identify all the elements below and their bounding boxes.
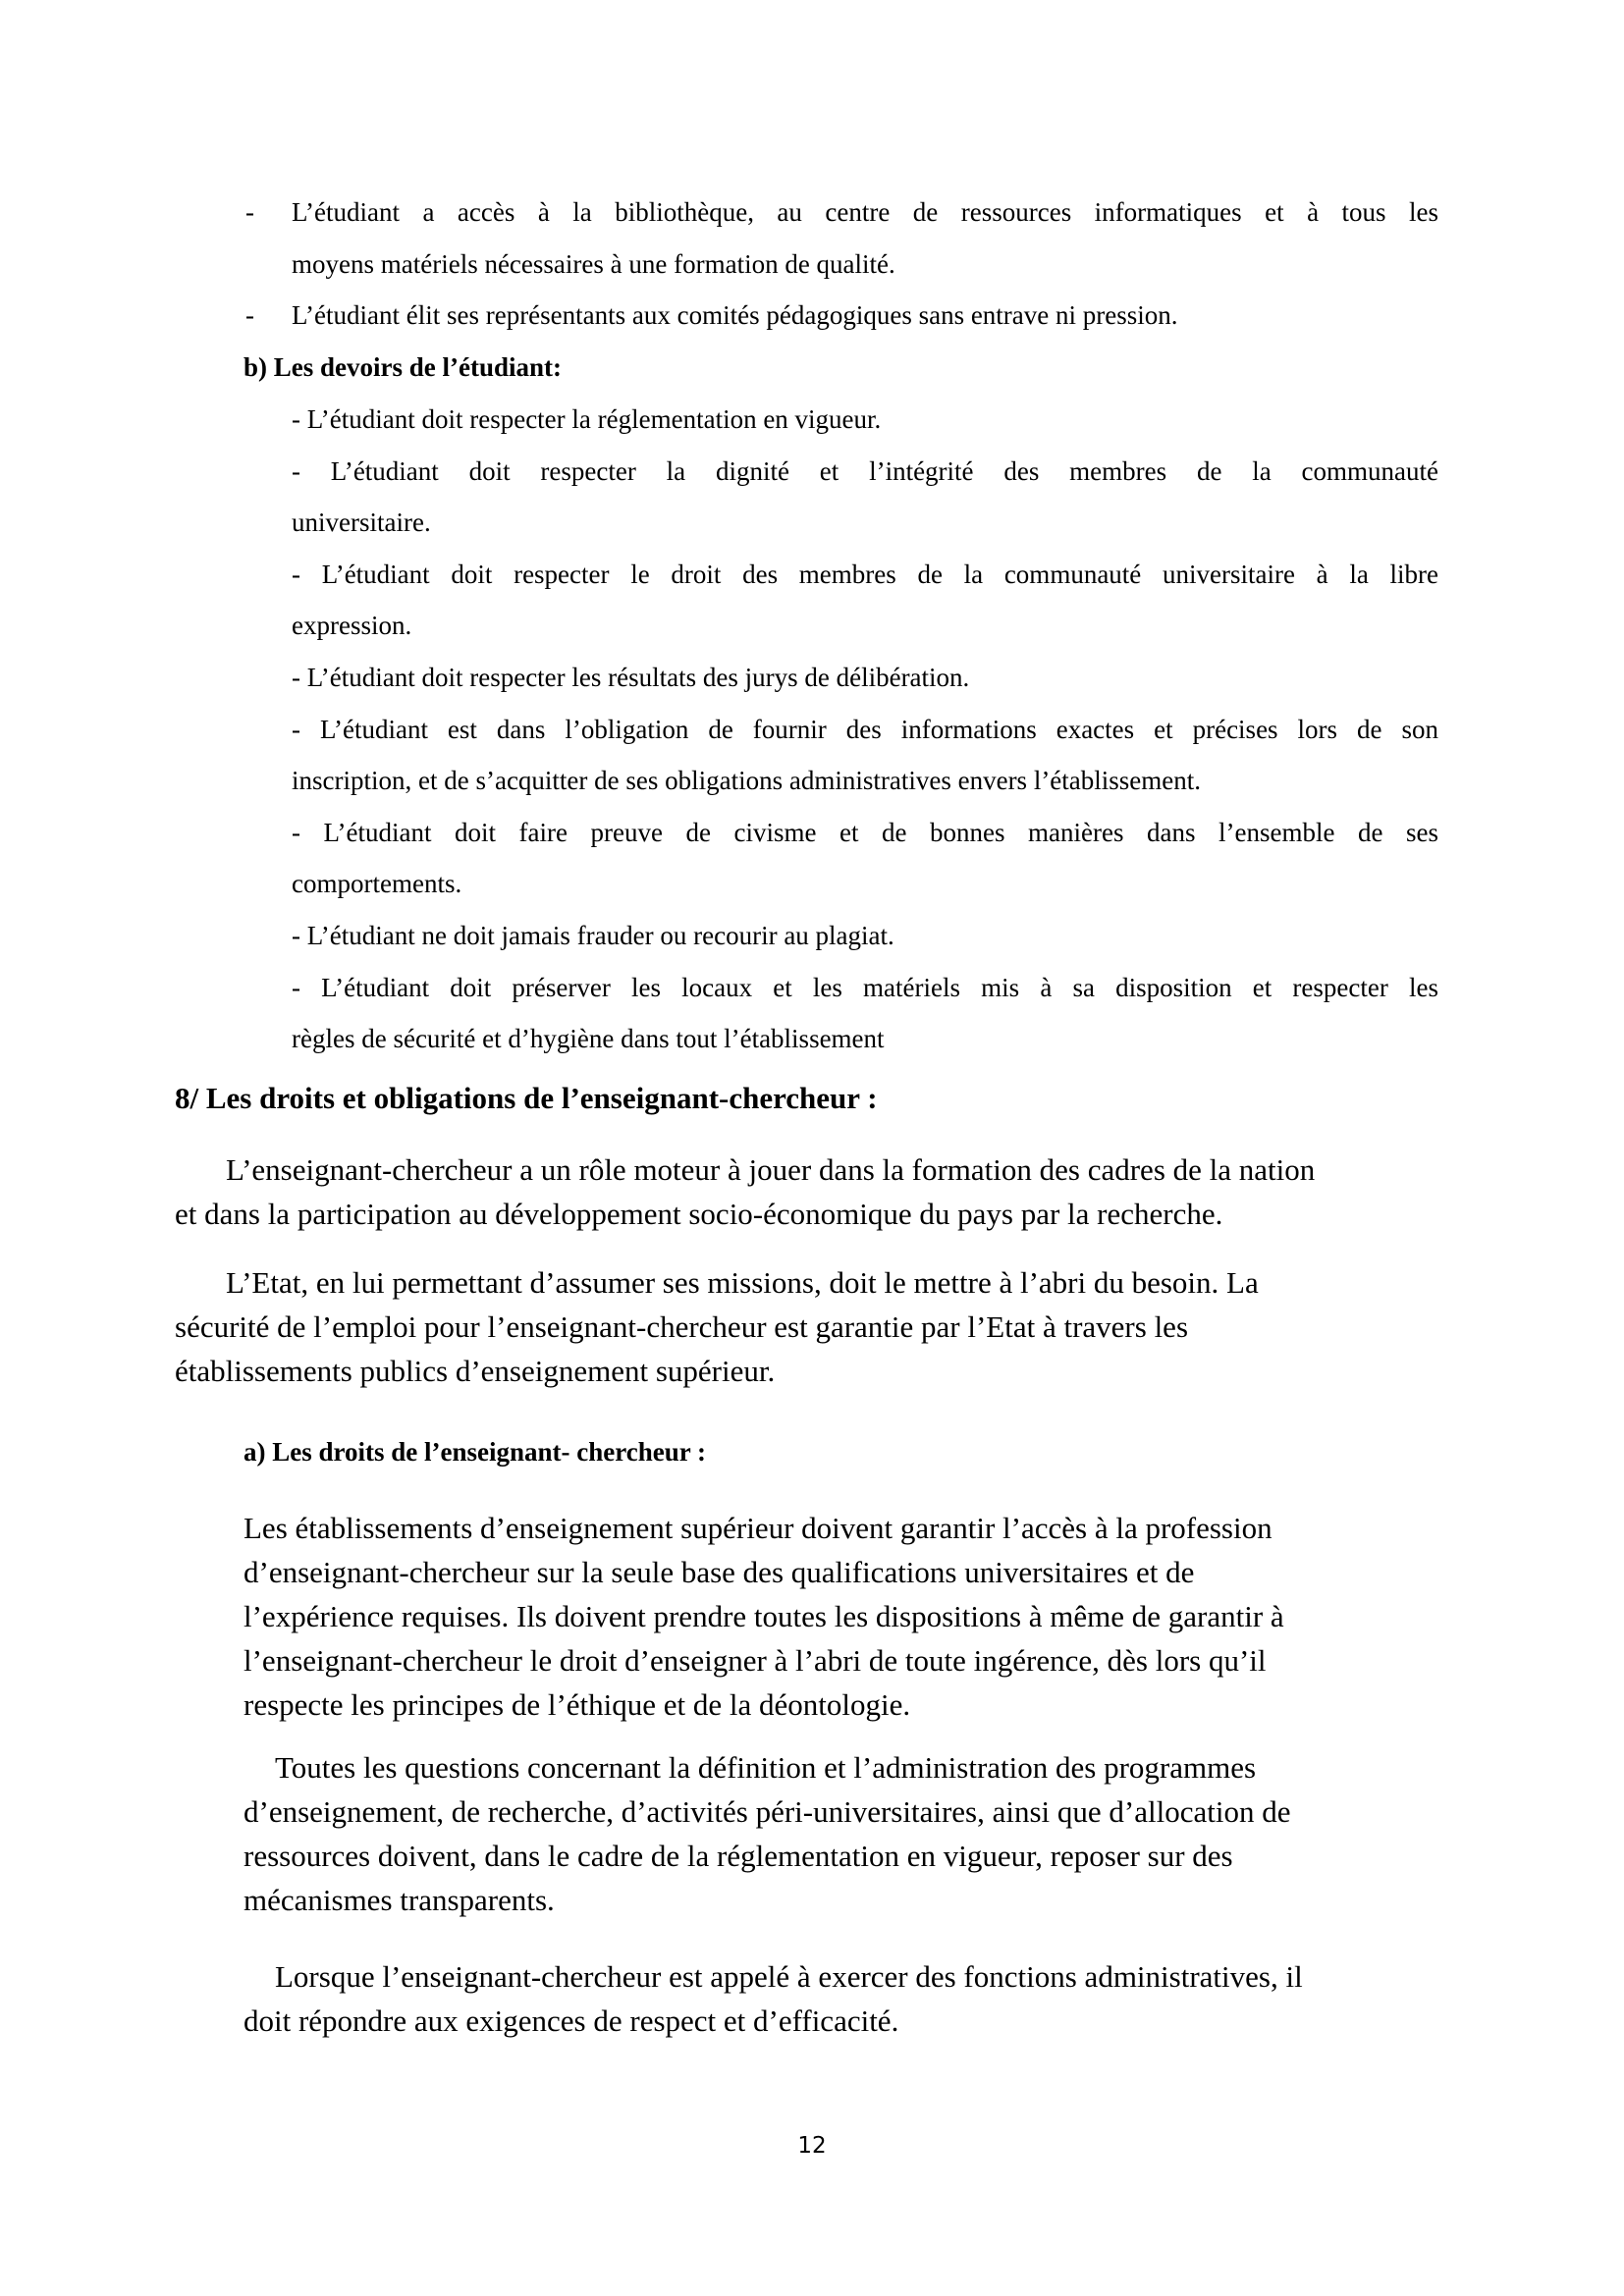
section-heading: 8/ Les droits et obligations de l’enseignant-chercheur : bbox=[175, 1081, 878, 1115]
list-item-line: L’étudiant élit ses représentants aux comités pédagogiques sans entrave ni pression. bbox=[292, 300, 1178, 330]
paragraph-line: l’enseignant-chercheur le droit d’enseigner à l’abri de toute ingérence, dès lors qu’il bbox=[244, 1643, 1267, 1678]
paragraph-line: mécanismes transparents. bbox=[244, 1883, 555, 1917]
list-item-line: règles de sécurité et d’hygiène dans tout l’établissement bbox=[292, 1024, 885, 1053]
list-item-line: inscription, et de s’acquitter de ses obligations administratives envers l’établissement. bbox=[292, 766, 1202, 795]
paragraph-line: ressources doivent, dans le cadre de la réglementation en vigueur, reposer sur des bbox=[244, 1839, 1233, 1873]
list-item-line: universitaire. bbox=[292, 507, 431, 537]
list-item-line: - L’étudiant est dans l’obligation de fournir des informations exactes et précises lors de son bbox=[292, 715, 1438, 744]
list-item-line: - L’étudiant doit respecter le droit des membres de la communauté universitaire à la libre bbox=[292, 560, 1438, 589]
list-item-line: - L’étudiant doit respecter la réglementation en vigueur. bbox=[292, 404, 882, 434]
paragraph-line: doit répondre aux exigences de respect et d’efficacité. bbox=[244, 2003, 899, 2038]
list-item-line: expression. bbox=[292, 611, 412, 640]
student-duties-heading: b) Les devoirs de l’étudiant: bbox=[244, 352, 562, 382]
list-item-line: L’étudiant a accès à la bibliothèque, au centre de ressources informatiques et à tous les bbox=[292, 197, 1438, 227]
paragraph-line: et dans la participation au développement socio-économique du pays par la recherche. bbox=[175, 1197, 1223, 1231]
list-item-line: - L’étudiant doit préserver les locaux et les matériels mis à sa disposition et respecter les bbox=[292, 973, 1438, 1002]
list-item-line: moyens matériels nécessaires à une formation de qualité. bbox=[292, 249, 895, 279]
list-item-line: - L’étudiant doit respecter la dignité et l’intégrité des membres de la communauté bbox=[292, 456, 1438, 486]
paragraph-line: d’enseignement, de recherche, d’activités péri-universitaires, ainsi que d’allocation de bbox=[244, 1794, 1291, 1829]
paragraph-line: respecte les principes de l’éthique et de la déontologie. bbox=[244, 1687, 911, 1722]
list-item-line: comportements. bbox=[292, 869, 462, 898]
paragraph-line: sécurité de l’emploi pour l’enseignant-chercheur est garantie par l’Etat à travers les bbox=[175, 1309, 1189, 1344]
page-number: 12 bbox=[797, 2133, 827, 2159]
paragraph-line: d’enseignant-chercheur sur la seule base des qualifications universitaires et de bbox=[244, 1555, 1195, 1589]
list-item-line: - L’étudiant doit faire preuve de civisme et de bonnes manières dans l’ensemble de ses bbox=[292, 818, 1438, 847]
paragraph-line: établissements publics d’enseignement supérieur. bbox=[175, 1354, 776, 1388]
paragraph-line: L’enseignant-chercheur a un rôle moteur à jouer dans la formation des cadres de la nation bbox=[226, 1152, 1316, 1187]
subsection-heading: a) Les droits de l’enseignant- chercheur : bbox=[244, 1437, 706, 1467]
paragraph-line: Les établissements d’enseignement supérieur doivent garantir l’accès à la profession bbox=[244, 1511, 1272, 1545]
paragraph-line: L’Etat, en lui permettant d’assumer ses missions, doit le mettre à l’abri du besoin. La bbox=[226, 1265, 1259, 1300]
bullet-marker: - bbox=[245, 300, 254, 330]
paragraph-line: l’expérience requises. Ils doivent prendre toutes les dispositions à même de garantir à bbox=[244, 1599, 1284, 1633]
bullet-marker: - bbox=[245, 197, 254, 227]
paragraph-line: Lorsque l’enseignant-chercheur est appelé à exercer des fonctions administratives, il bbox=[275, 1959, 1303, 1994]
paragraph-line: Toutes les questions concernant la définition et l’administration des programmes bbox=[275, 1750, 1257, 1785]
list-item-line: - L’étudiant ne doit jamais frauder ou recourir au plagiat. bbox=[292, 921, 894, 950]
list-item-line: - L’étudiant doit respecter les résultats des jurys de délibération. bbox=[292, 663, 970, 692]
